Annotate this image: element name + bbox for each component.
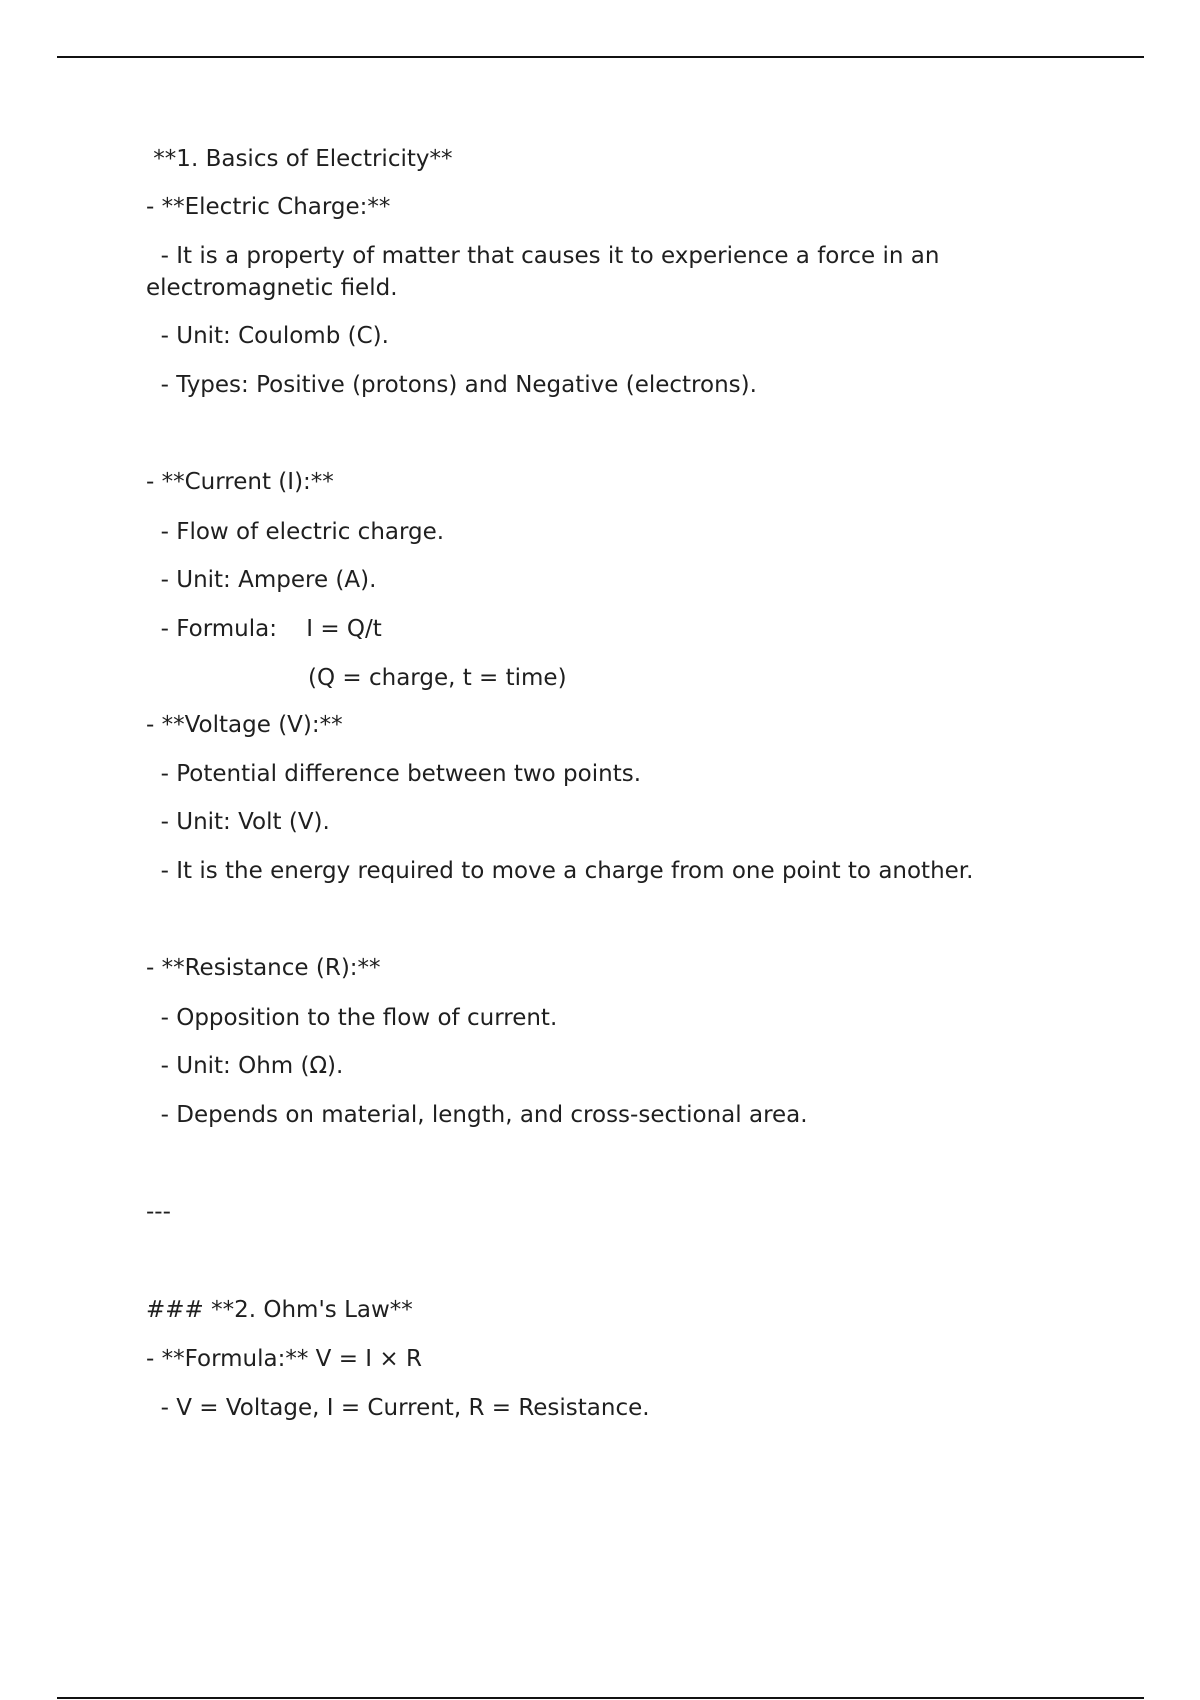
electric-charge-unit: - Unit: Coulomb (C). <box>146 323 389 349</box>
ohms-law-variables: - V = Voltage, I = Current, R = Resistance. <box>146 1395 650 1421</box>
horizontal-separator-text: --- <box>146 1199 171 1225</box>
voltage-energy: - It is the energy required to move a charge from one point to another. <box>146 858 974 884</box>
electric-charge-types: - Types: Positive (protons) and Negative (electrons). <box>146 372 757 398</box>
resistance-dependence: - Depends on material, length, and cross-sectional area. <box>146 1102 808 1128</box>
voltage-definition: - Potential difference between two points. <box>146 761 642 787</box>
section-1-heading: **1. Basics of Electricity** <box>146 146 453 172</box>
electric-charge-heading: - **Electric Charge:** <box>146 194 391 220</box>
electric-charge-definition: - It is a property of matter that causes it to experience a force in an electromagnetic field. <box>146 243 947 301</box>
voltage-heading: - **Voltage (V):** <box>146 712 343 738</box>
current-formula: - Formula: I = Q/t <box>146 616 382 642</box>
current-definition: - Flow of electric charge. <box>146 519 445 545</box>
current-formula-note: (Q = charge, t = time) <box>308 665 567 691</box>
ohms-law-formula: - **Formula:** V = I × R <box>146 1346 422 1372</box>
resistance-heading: - **Resistance (R):** <box>146 955 381 981</box>
footer-rule <box>57 1697 1144 1699</box>
resistance-unit: - Unit: Ohm (Ω). <box>146 1053 344 1079</box>
header-rule <box>57 56 1144 58</box>
resistance-definition: - Opposition to the flow of current. <box>146 1005 558 1031</box>
voltage-unit: - Unit: Volt (V). <box>146 809 330 835</box>
current-unit: - Unit: Ampere (A). <box>146 567 377 593</box>
current-heading: - **Current (I):** <box>146 469 334 495</box>
section-2-heading: ### **2. Ohm's Law** <box>146 1297 413 1323</box>
